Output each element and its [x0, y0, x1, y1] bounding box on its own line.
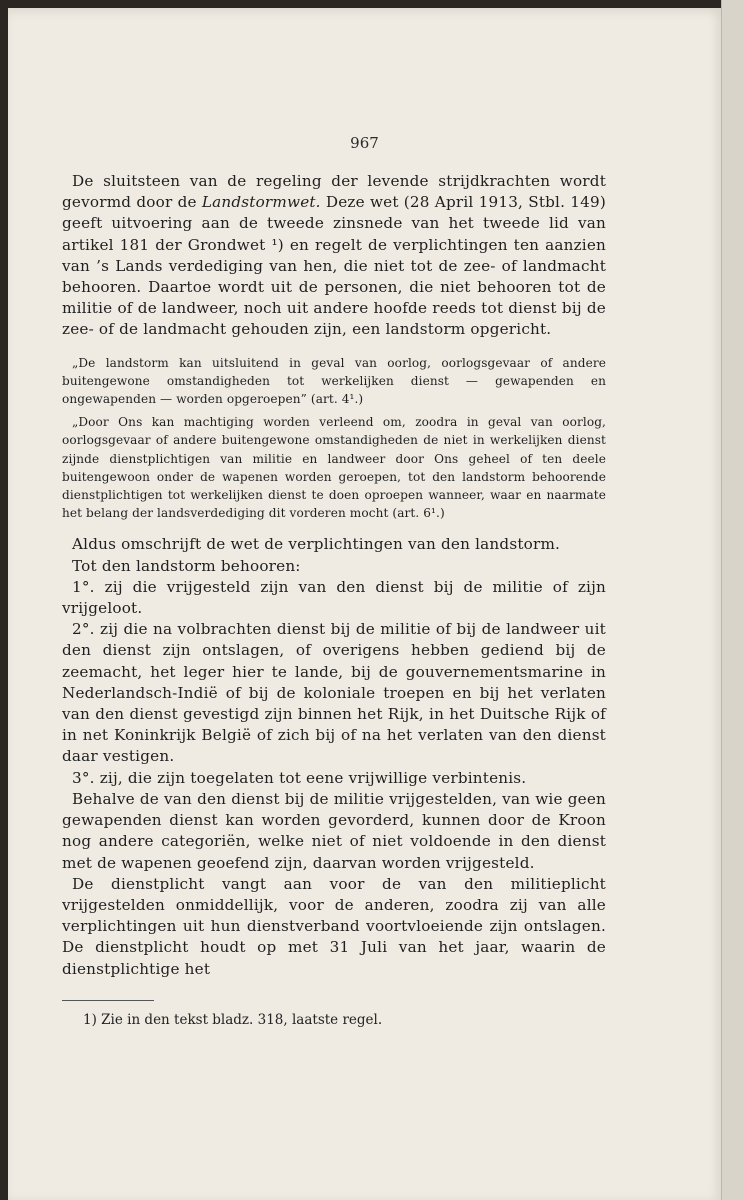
book-page [8, 8, 721, 1200]
page-number: 967 [350, 134, 379, 152]
exemption-paragraph: Behalve de van den dienst bij de militie vrijgestelden, van wie geen gewapenden dienst kan worden gevorderd, kunnen door de Kroon nog andere categoriën, welke niet of niet voldoende in den dienst met de wapenen geoefend zijn, daarvan worden vrijgesteld. [62, 789, 606, 872]
intro-text-b: Deze wet (28 April 1913, Stbl. 149) geeft uitvoering aan de tweede zinsnede van het tweede lid van artikel 181 der Grondwet [62, 193, 606, 254]
service-duty-paragraph: De dienstplicht vangt aan voor de van den militieplicht vrijgestelden onmiddellijk, voor de anderen, zoodra zij van alle verplichtingen uit hun dienstverband voortvloeiende zijn ontslagen. De dienstplicht houdt op met 31 Juli van het jaar, waarin de dienstplichtige het [62, 874, 606, 978]
book-spine-edge [721, 0, 743, 1200]
list-item-1: 1°. zij die vrijgesteld zijn van den dienst bij de militie of zijn vrijgeloot. [62, 577, 606, 618]
quote-article-6: „Door Ons kan machtiging worden verleend om, zoodra in geval van oorlog, oorlogsgevaar of andere buitengewone omstandigheden de niet in werkelijken dienst zijnde dienstplichtigen van militie en landweer door Ons geheel of ten deele buitengewoon onder de wapenen worden geroepen, tot den landstorm behoorende dienstplichtigen tot werkelijken dienst te doen oproepen wanneer, waar en naarmate het belang der landsverdediging dit vorderen mocht (art. 6¹.) [62, 415, 606, 521]
quote-article-4: „De landstorm kan uitsluitend in geval van oorlog, oorlogsgevaar of andere buitengewone omstandigheden tot werkelijken dienst — gewapenden en ongewapenden — worden opgeroepen” (art. 4¹.) [62, 355, 606, 407]
intro-text-c: en regelt de verplichtingen ten aanzien van ’s Lands verdediging van hen, die niet tot de zee- of landmacht behooren. Daartoe wordt uit de personen, die niet behooren tot de militie of de landweer, noch uit andere hoofde reeds tot dienst bij de zee- of de landmacht gehouden zijn, een landstorm opgericht. [62, 235, 606, 339]
footnote-rule [62, 1000, 154, 1001]
quote-block [62, 354, 606, 523]
list-intro: Tot den landstorm behooren: [72, 556, 301, 575]
summary-paragraph: Aldus omschrijft de wet de verplichtingen van den landstorm. [72, 535, 561, 554]
footnote: 1) Zie in den tekst bladz. 318, laatste regel. [83, 1012, 383, 1028]
list-item-3: 3°. zij, die zijn toegelaten tot eene vrijwillige verbintenis. [72, 768, 527, 787]
page-body [62, 171, 606, 980]
intro-text-a: De sluitsteen van de regeling der levende strijdkrachten wordt gevormd door de [62, 172, 606, 212]
footnote-marker: ¹) [271, 235, 284, 254]
intro-paragraph [62, 171, 606, 341]
list-item-2: 2°. zij die na volbrachten dienst bij de militie of bij de landweer uit den dienst zijn ontslagen, of overigens hebben gediend bij de zeemacht, het leger hier te lande, bij de gouvernementsmarine in Nederlandsch-Indië of bij de koloniale troepen en bij het verlaten van den dienst gevestigd zijn binnen het Rijk, in het Duitsche Rijk of in net Koninkrijk België of zich bij of na het verlaten van den dienst daar vestigen. [62, 620, 606, 766]
law-title: Landstormwet. [201, 193, 321, 212]
